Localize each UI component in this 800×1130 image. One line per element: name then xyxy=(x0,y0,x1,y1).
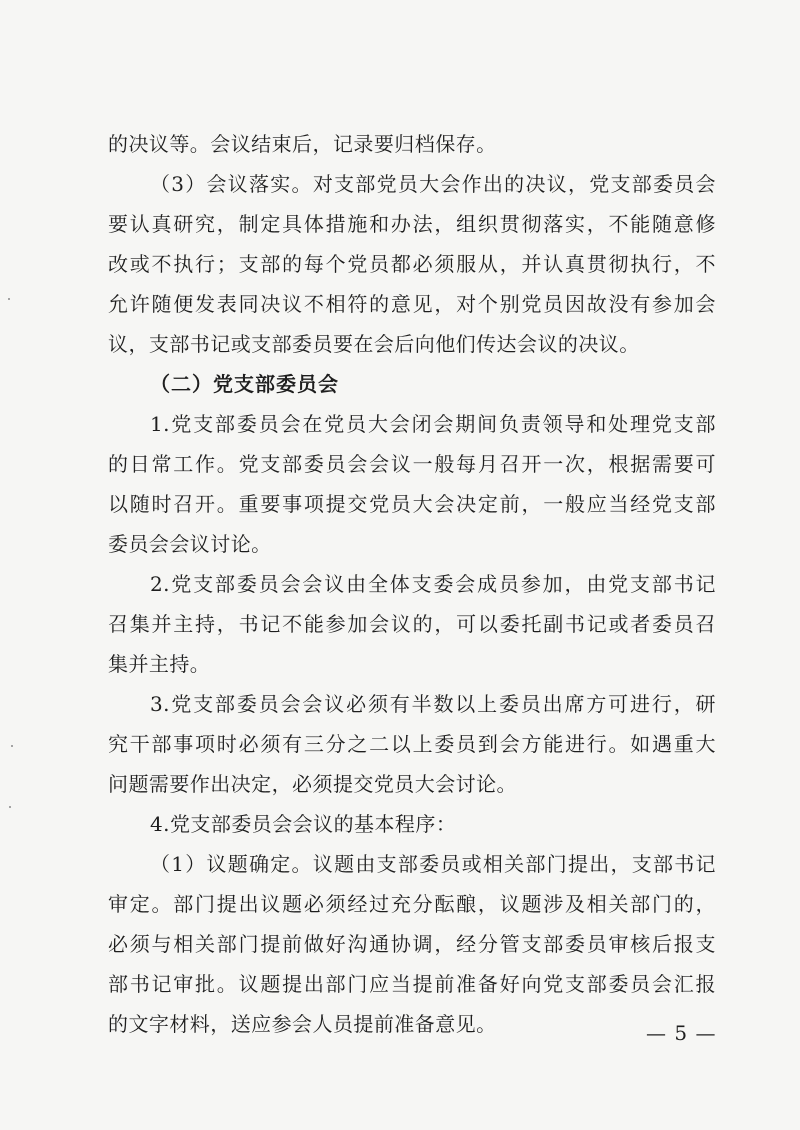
text-line: （3）会议落实。对支部党员大会作出的决议，党支部委员会 xyxy=(150,172,716,196)
text-line: 召集并主持，书记不能参加会议的，可以委托副书记或者委员召 xyxy=(108,612,716,636)
page-number: — 5 — xyxy=(646,1021,717,1045)
scan-speck xyxy=(11,745,13,747)
text-line: 4.党支部委员会会议的基本程序： xyxy=(150,812,457,836)
text-line: 的决议等。会议结束后，记录要归档保存。 xyxy=(108,132,497,156)
scan-speck xyxy=(9,806,11,808)
text-line: 的文字材料，送应参会人员提前准备意见。 xyxy=(108,1012,497,1036)
section-heading: （二）党支部委员会 xyxy=(150,372,339,396)
text-line: 究干部事项时必须有三分之二以上委员到会方能进行。如遇重大 xyxy=(108,732,716,756)
text-line: 必须与相关部门提前做好沟通协调，经分管支部委员审核后报支 xyxy=(108,932,716,956)
text-line: 委员会会议讨论。 xyxy=(108,532,272,556)
scan-speck xyxy=(8,298,10,300)
text-line: 以随时召开。重要事项提交党员大会决定前，一般应当经党支部 xyxy=(108,492,716,516)
text-line: 1.党支部委员会在党员大会闭会期间负责领导和处理党支部 xyxy=(150,412,716,436)
text-line: （1）议题确定。议题由支部委员或相关部门提出，支部书记 xyxy=(150,852,716,876)
text-line: 议，支部书记或支部委员要在会后向他们传达会议的决议。 xyxy=(108,332,640,356)
text-line: 允许随便发表同决议不相符的意见，对个别党员因故没有参加会 xyxy=(108,292,716,316)
text-line: 2.党支部委员会会议由全体支委会成员参加，由党支部书记 xyxy=(150,572,716,596)
text-line: 集并主持。 xyxy=(108,652,211,676)
text-line: 要认真研究，制定具体措施和办法，组织贯彻落实，不能随意修 xyxy=(108,212,716,236)
text-line: 部书记审批。议题提出部门应当提前准备好向党支部委员会汇报 xyxy=(108,972,716,996)
body-text xyxy=(108,124,716,1044)
text-line: 的日常工作。党支部委员会会议一般每月召开一次，根据需要可 xyxy=(108,452,716,476)
text-line: 3.党支部委员会会议必须有半数以上委员出席方可进行，研 xyxy=(150,692,716,716)
text-line: 改或不执行；支部的每个党员都必须服从，并认真贯彻执行，不 xyxy=(108,252,716,276)
text-line: 问题需要作出决定，必须提交党员大会讨论。 xyxy=(108,772,517,796)
text-line: 审定。部门提出议题必须经过充分酝酿，议题涉及相关部门的， xyxy=(108,892,716,916)
